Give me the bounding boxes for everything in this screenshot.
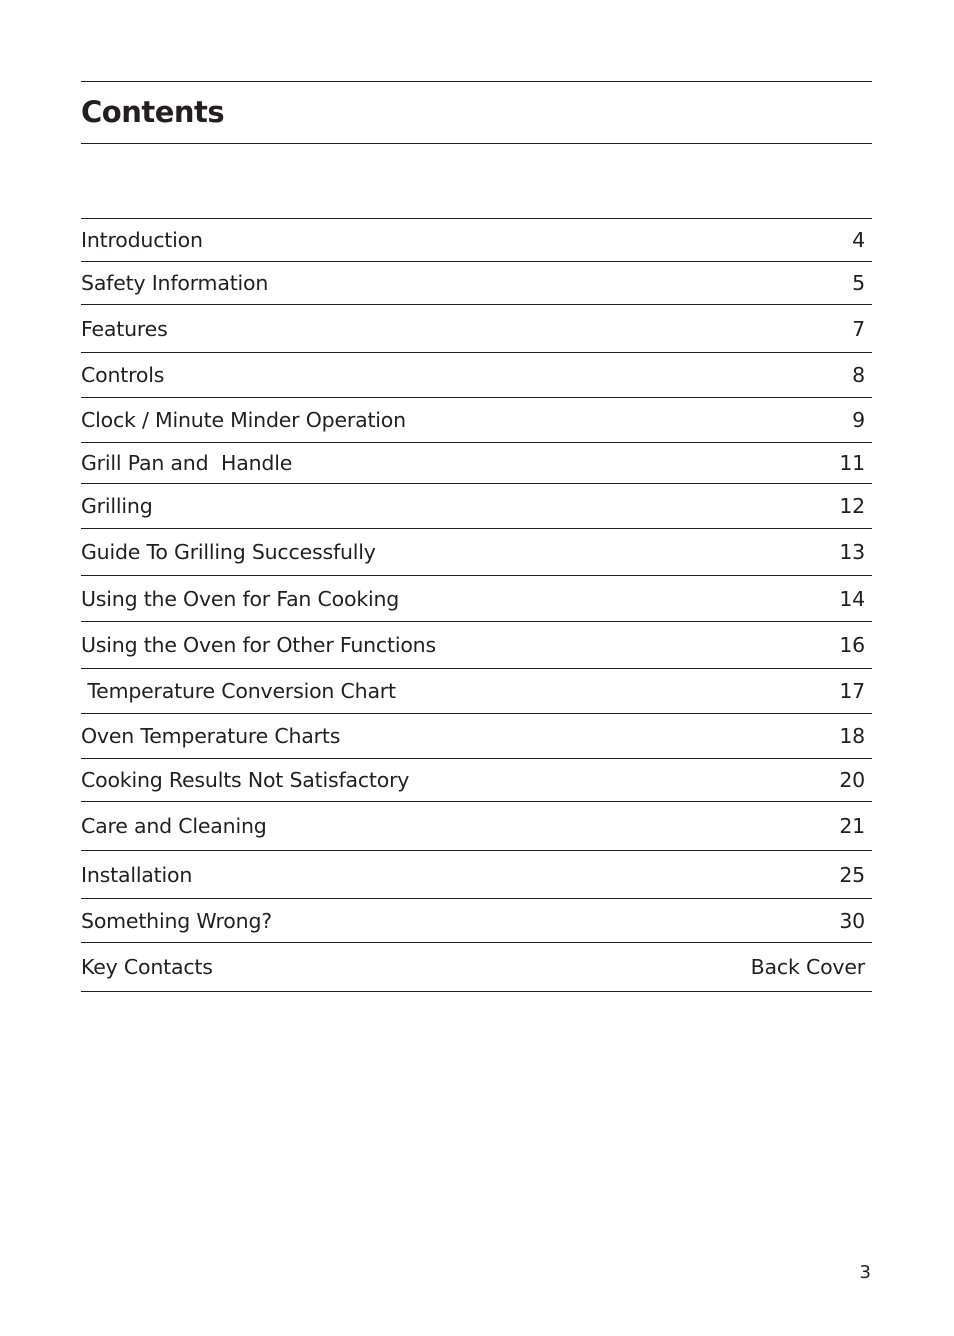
- toc-row[interactable]: [81, 801, 872, 850]
- toc-entry-title: Guide To Grilling Successfully: [81, 540, 376, 564]
- toc-entry-page: 21: [839, 814, 865, 838]
- toc-entry-title: Using the Oven for Other Functions: [81, 633, 436, 657]
- toc-entry-page: 14: [839, 586, 865, 611]
- toc-entry-title: Care and Cleaning: [81, 814, 267, 838]
- toc-row[interactable]: [81, 713, 872, 758]
- toc-row[interactable]: [81, 942, 872, 992]
- toc-entry-page: Back Cover: [750, 955, 865, 979]
- toc-entry-title: Cooking Results Not Satisfactory: [81, 768, 410, 792]
- toc-entry-page: 5: [852, 271, 865, 295]
- toc-entry-page: 20: [839, 768, 865, 792]
- toc-entry-page: 25: [839, 862, 865, 887]
- toc-entry-page: 13: [839, 540, 865, 564]
- toc-entry-page: 11: [839, 451, 865, 475]
- toc-row[interactable]: [81, 442, 872, 483]
- toc-entry-page: 18: [839, 724, 865, 748]
- toc-entry-title: Oven Temperature Charts: [81, 724, 341, 748]
- toc-row[interactable]: [81, 352, 872, 397]
- toc-row[interactable]: [81, 898, 872, 942]
- toc-entry-page: 30: [839, 908, 865, 933]
- toc-entry-title: Temperature Conversion Chart: [81, 679, 396, 703]
- toc-entry-page: 4: [852, 228, 865, 252]
- toc-entry-title: Introduction: [81, 228, 203, 252]
- toc-row[interactable]: [81, 668, 872, 713]
- toc-entry-title: Key Contacts: [81, 955, 213, 979]
- toc-entry-title: Installation: [81, 862, 193, 887]
- toc-entry-page: 17: [839, 679, 865, 703]
- toc-row[interactable]: [81, 758, 872, 801]
- toc-row[interactable]: [81, 483, 872, 528]
- toc-entry-title: Features: [81, 316, 168, 341]
- top-rule: [81, 81, 872, 82]
- toc-row[interactable]: [81, 621, 872, 668]
- toc-row[interactable]: [81, 261, 872, 304]
- toc-row[interactable]: [81, 575, 872, 621]
- toc-entry-page: 12: [839, 494, 865, 518]
- toc-entry-page: 16: [839, 633, 865, 657]
- toc-row[interactable]: [81, 218, 872, 261]
- title-underline: [81, 143, 872, 144]
- toc-entry-page: 7: [852, 316, 865, 341]
- toc-entry-title: Using the Oven for Fan Cooking: [81, 586, 400, 611]
- toc-row[interactable]: [81, 397, 872, 442]
- toc-row[interactable]: [81, 850, 872, 898]
- toc-row[interactable]: [81, 528, 872, 575]
- toc-entry-title: Safety Information: [81, 271, 269, 295]
- toc-entry-title: Grilling: [81, 494, 153, 518]
- toc-row[interactable]: [81, 304, 872, 352]
- toc-entry-page: 9: [852, 408, 865, 432]
- toc-entry-title: Controls: [81, 363, 165, 387]
- toc-entry-title: Grill Pan and Handle: [81, 451, 293, 475]
- table-of-contents: [81, 218, 872, 992]
- toc-entry-title: Something Wrong?: [81, 908, 272, 933]
- toc-entry-title: Clock / Minute Minder Operation: [81, 408, 406, 432]
- page-title: Contents: [81, 95, 225, 129]
- toc-entry-page: 8: [852, 363, 865, 387]
- page-number: 3: [859, 1262, 871, 1283]
